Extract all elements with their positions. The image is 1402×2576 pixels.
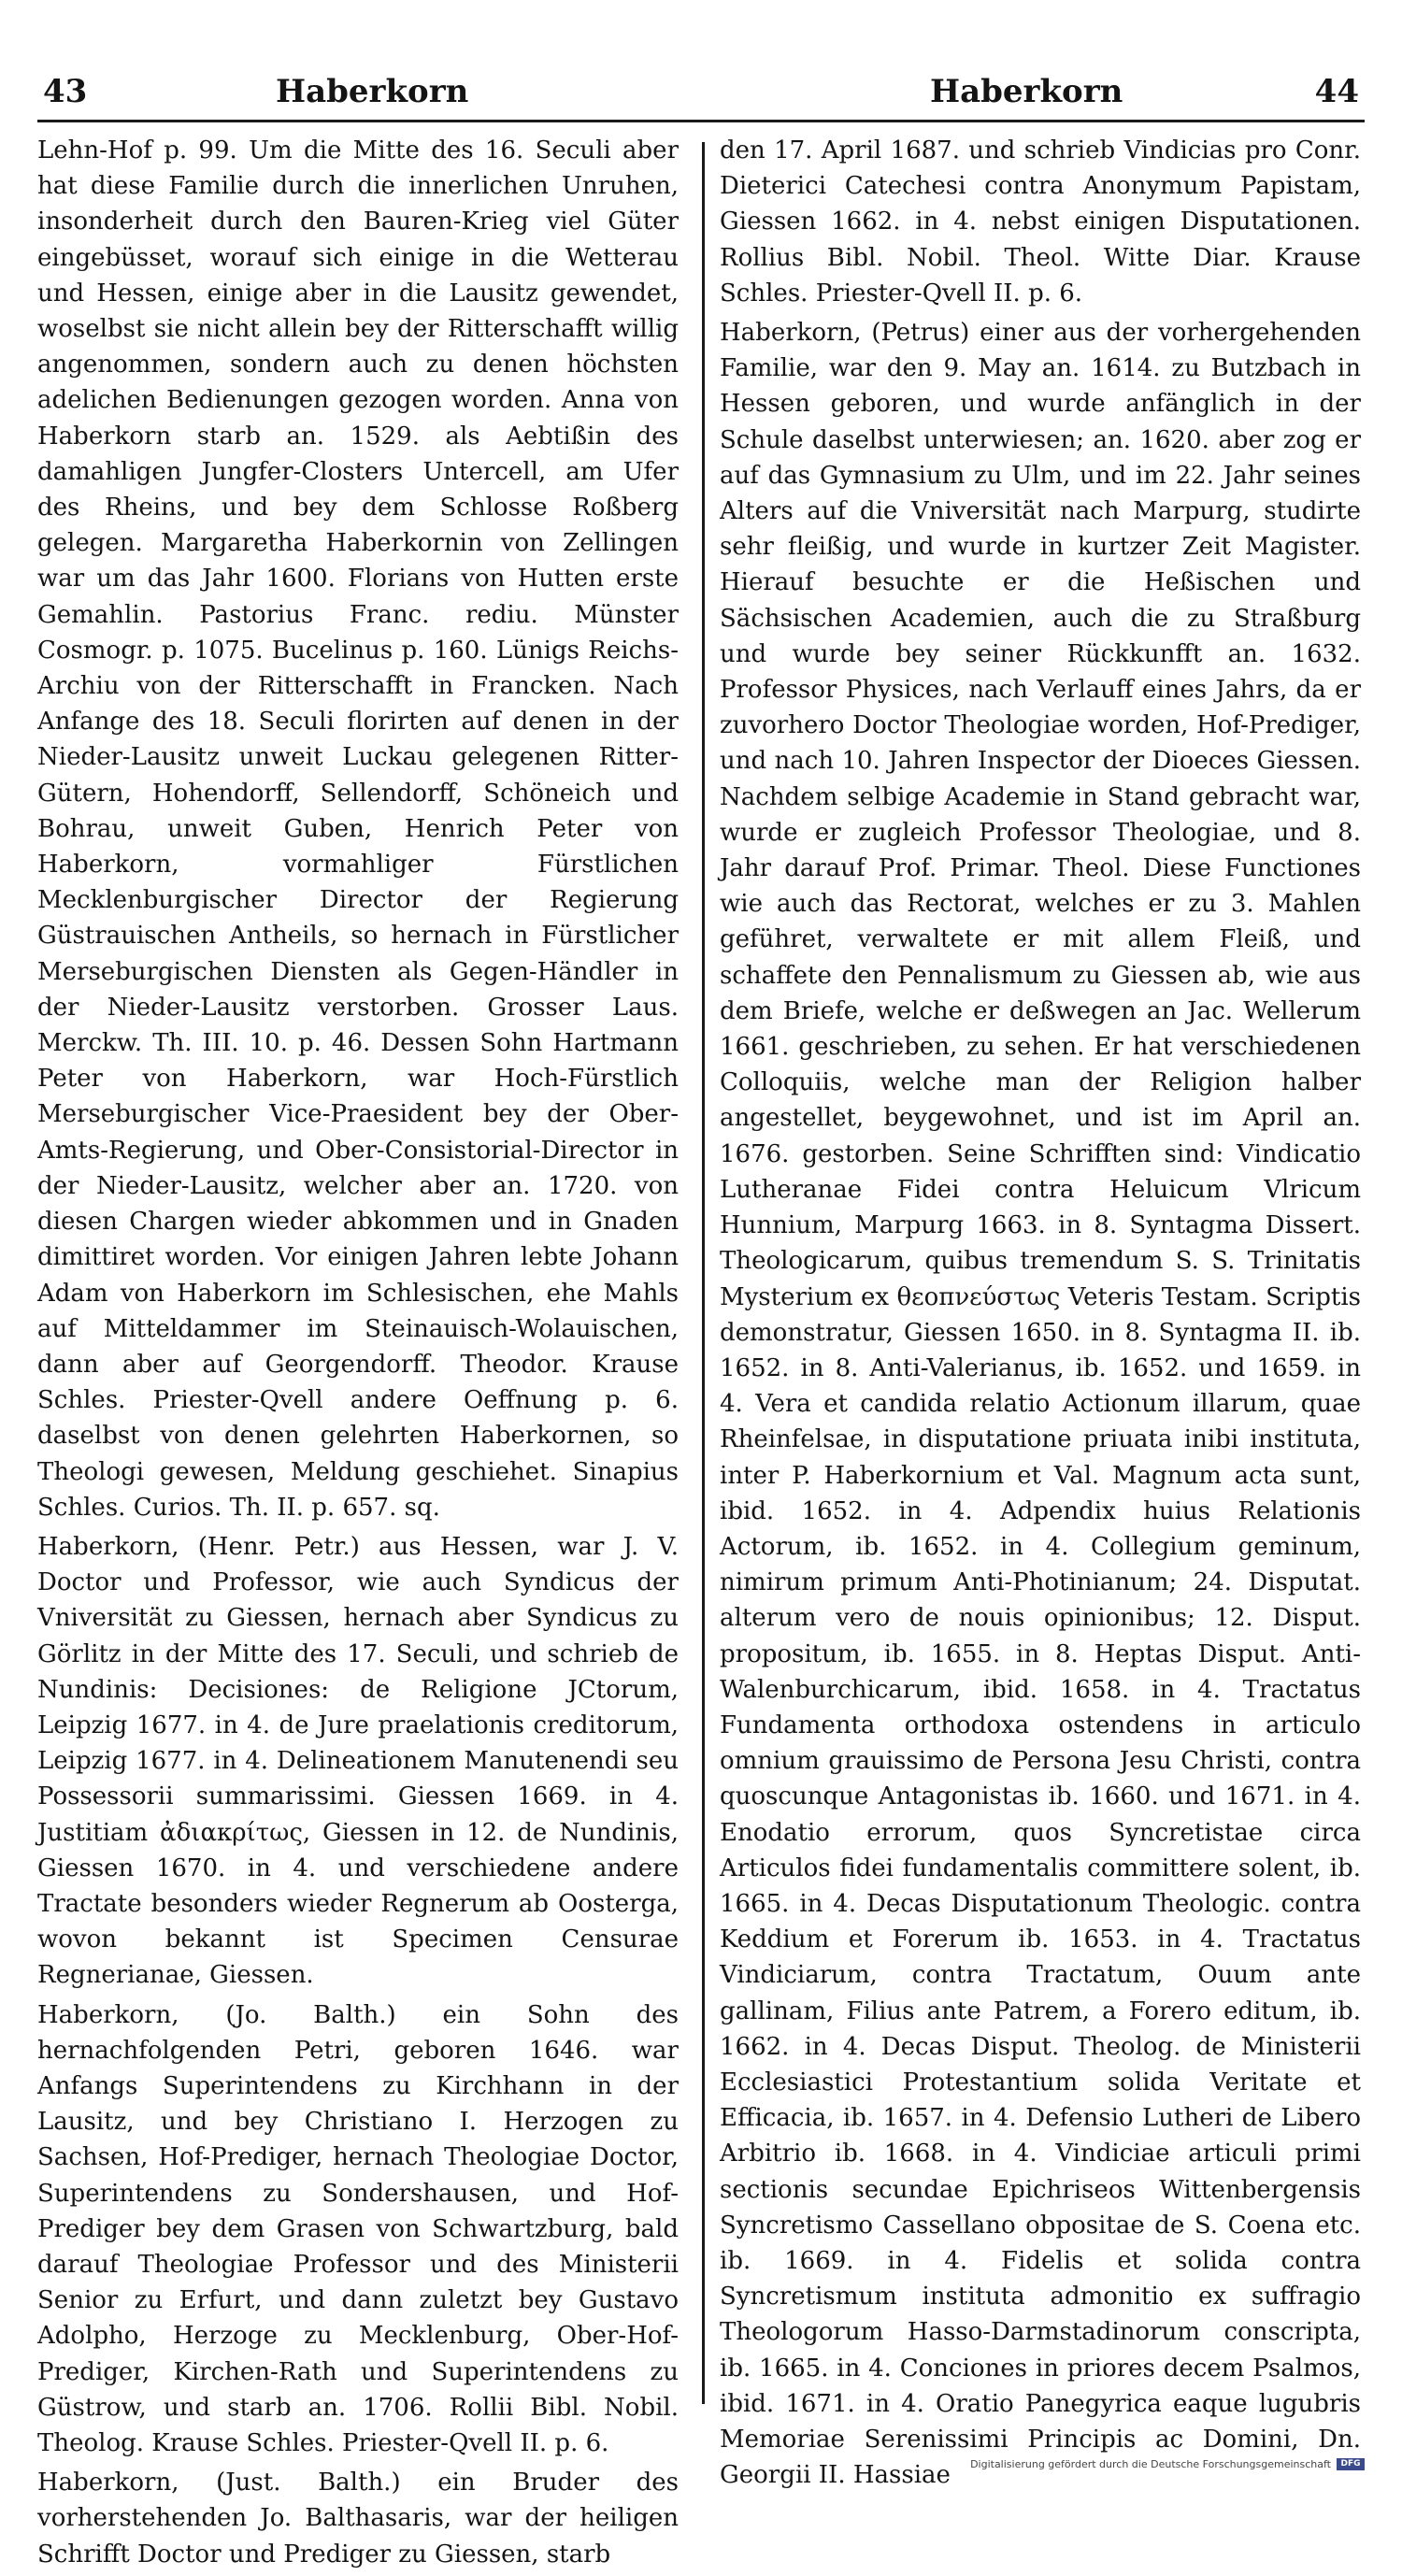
entry-paragraph: Haberkorn, (Henr. Petr.) aus Hessen, war J. V. Doctor und Professor, wie auch Syndicus der Vniversität zu Giessen, hernach aber Syndicus zu Görlitz in der Mitte des 17. Seculi, und schrieb de Nundinis: Decisiones: de Religione JCtorum, Leipzig 1677. in 4. de Jure praelationis creditorum, Leipzig 1677. in 4. Delineationem Manutenendi seu Possessorii summarissimi. Giessen 1669. in 4. Justitiam ἀδιακρίτως, Giessen in 12. de Nundinis, Giessen 1670. in 4. und verschiedene andere Tractate besonders wieder Regnerum ab Oosterga, wovon bekannt ist Specimen Censurae Regnerianae, Giessen. xyxy=(37,1532,679,1990)
page-number-right: 44 xyxy=(1314,73,1359,110)
page-number-left: 43 xyxy=(43,73,88,110)
column-divider xyxy=(702,142,705,2404)
entry-paragraph: den 17. April 1687. und schrieb Vindicias pro Conr. Dieterici Catechesi contra Anonymum Papistam, Giessen 1662. in 4. nebst einigen Disputationen. Rollius Bibl. Nobil. Theol. Witte Diar. Krause Schles. Priester-Qvell II. p. 6. xyxy=(720,136,1361,308)
headword-right: Haberkorn xyxy=(930,73,1123,110)
left-column xyxy=(37,133,679,2576)
credit-text: Digitalisierung gefördert durch die Deutsche Forschungsgemeinschaft xyxy=(970,2458,1331,2470)
right-column xyxy=(720,133,1361,2497)
entry-paragraph: Haberkorn, (Petrus) einer aus der vorhergehenden Familie, war den 9. May an. 1614. zu Butzbach in Hessen geboren, und wurde anfänglich in der Schule daselbst unterwiesen; an. 1620. aber zog er auf das Gymnasium zu Ulm, und im 22. Jahr seines Alters auf die Vniversität nach Marpurg, studirte sehr fleißig, und wurde in kurtzer Zeit Magister. Hierauf besuchte er die Heßischen und Sächsischen Academien, auch die zu Straßburg und wurde bey seiner Rückkunfft an. 1632. Professor Physices, nach Verlauff eines Jahrs, da er zuvorhero Doctor Theologiae worden, Hof-Prediger, und nach 10. Jahren Inspector der Dioeces Giessen. Nachdem selbige Academie in Stand gebracht war, wurde er zugleich Professor Theologiae, und 8. Jahr darauf Prof. Primar. Theol. Diese Functiones wie auch das Rectorat, welches er zu 3. Mahlen geführet, verwaltete er mit allem Fleiß, und schaffete den Pennalismum zu Giessen ab, wie aus dem Briefe, welche er deßwegen an Jac. Wellerum 1661. geschrieben, zu sehen. Er hat verschiedenen Colloquiis, welche man der Religion halber angestellet, beygewohnet, und ist im April an. 1676. gestorben. Seine Schrifften sind: Vindicatio Lutheranae Fidei contra Heluicum Vlricum Hunnium, Marpurg 1663. in 8. Syntagma Dissert. Theologicarum, quibus tremendum S. S. Trinitatis Mysterium ex θεοπνεύστως Veteris Testam. Scriptis demonstratur, Giessen 1650. in 8. Syntagma II. ib. 1652. in 8. Anti-Valerianus, ib. 1652. und 1659. in 4. Vera et candida relatio Actionum illarum, quae Rheinfelsae, in disputatione priuata inibi instituta, inter P. Haberkornium et Val. Magnum acta sunt, ibid. 1652. in 4. Adpendix huius Relationis Actorum, ib. 1652. in 4. Collegium geminum, nimirum primum Anti-Photinianum; 24. Disputat. alterum vero de nouis opinionibus; 12. Disput. propositum, ib. 1655. in 8. Heptas Disput. Anti-Walenburchicarum, ibid. 1658. in 4. Tractatus Fundamenta orthodoxa ostendens in articulo omnium grauissimo de Persona Jesu Christi, contra quoscunque Antagonistas ib. 1660. und 1671. in 4. Enodatio errorum, quos Syncretistae circa Articulos fidei fundamentalis committere solent, ib. 1665. in 4. Decas Disputationum Theologic. contra Keddium et Forerum ib. 1653. in 4. Tractatus Vindiciarum, contra Tractatum, Ouum ante gallinam, Filius ante Patrem, a Forero editum, ib. 1662. in 4. Decas Disput. Theolog. de Ministerii Ecclesiastici Protestantium solida Veritate et Efficacia, ib. 1657. in 4. Defensio Lutheri de Libero Arbitrio ib. 1668. in 4. Vindiciae articuli primi sectionis secundae Epichriseos Wittenbergensis Syncretismo Cassellano obpositae de S. Coena etc. ib. 1669. in 4. Fidelis et solida contra Syncretismum instituta admonitio ex suffragio Theologorum Hasso-Darmstadinorum conscripta, ib. 1665. in 4. Conciones in priores decem Psalmos, ibid. 1671. in 4. Oratio Panegyrica eaque lugubris Memoriae Serenissimi Principis ac Domini, Dn. Georgii II. Hassiae xyxy=(720,319,1361,2490)
headword-left: Haberkorn xyxy=(276,73,469,110)
digitization-credit xyxy=(970,2458,1365,2470)
entry-paragraph: Haberkorn, (Just. Balth.) ein Bruder des vorherstehenden Jo. Balthasaris, war der heiligen Schrifft Doctor und Prediger zu Giessen, starb xyxy=(37,2469,679,2569)
entry-paragraph: Haberkorn, (Jo. Balth.) ein Sohn des hernachfolgenden Petri, geboren 1646. war Anfangs Superintendens zu Kirchhann in der Lausitz, und bey Christiano I. Herzogen zu Sachsen, Hof-Prediger, hernach Theologiae Doctor, Superintendens zu Sondershausen, und Hof-Prediger bey dem Grasen von Schwartzburg, bald darauf Theologiae Professor und des Ministerii Senior zu Erfurt, und dann zuletzt bey Gustavo Adolpho, Herzoge zu Mecklenburg, Ober-Hof-Prediger, Kirchen-Rath und Superintendens zu Güstrow, und starb an. 1706. Rollii Bibl. Nobil. Theolog. Krause Schles. Priester-Qvell II. p. 6. xyxy=(37,2000,679,2457)
header-rule xyxy=(37,120,1365,122)
dfg-logo: DFG xyxy=(1337,2458,1365,2470)
entry-paragraph: Lehn-Hof p. 99. Um die Mitte des 16. Seculi aber hat diese Familie durch die innerlichen Unruhen, insonderheit durch den Bauren-Krieg viel Güter eingebüsset, worauf sich einige in die Wetterau und Hessen, einige aber in die Lausitz gewendet, woselbst sie nicht allein bey der Ritterschafft willig angenommen, sondern auch zu denen höchsten adelichen Bedienungen gezogen worden. Anna von Haberkorn starb an. 1529. als Aebtißin des damahligen Jungfer-Closters Untercell, am Ufer des Rheins, und bey dem Schlosse Roßberg gelegen. Margaretha Haberkornin von Zellingen war um das Jahr 1600. Florians von Hutten erste Gemahlin. Pastorius Franc. rediu. Münster Cosmogr. p. 1075. Bucelinus p. 160. Lünigs Reichs-Archiu von der Ritterschafft in Francken. Nach Anfange des 18. Seculi florirten auf denen in der Nieder-Lausitz unweit Luckau gelegenen Ritter-Gütern, Hohendorff, Sellendorff, Schöneich und Bohrau, unweit Guben, Henrich Peter von Haberkorn, vormahliger Fürstlichen Mecklenburgischer Director der Regierung Güstrauischen Antheils, so hernach in Fürstlicher Merseburgischen Diensten als Gegen-Händler in der Nieder-Lausitz verstorben. Grosser Laus. Merckw. Th. III. 10. p. 46. Dessen Sohn Hartmann Peter von Haberkorn, war Hoch-Fürstlich Merseburgischer Vice-Praesident bey der Ober-Amts-Regierung, und Ober-Consistorial-Director in der Nieder-Lausitz, welcher aber an. 1720. von diesen Chargen wieder abkommen und in Gnaden dimittiret worden. Vor einigen Jahren lebte Johann Adam von Haberkorn im Schlesischen, ehe Mahls auf Mitteldammer im Steinauisch-Wolauischen, dann aber auf Georgendorff. Theodor. Krause Schles. Priester-Qvell andere Oeffnung p. 6. daselbst von denen gelehrten Haberkornen, so Theologi gewesen, Meldung geschiehet. Sinapius Schles. Curios. Th. II. p. 657. sq. xyxy=(37,136,679,1522)
running-header xyxy=(37,65,1365,122)
